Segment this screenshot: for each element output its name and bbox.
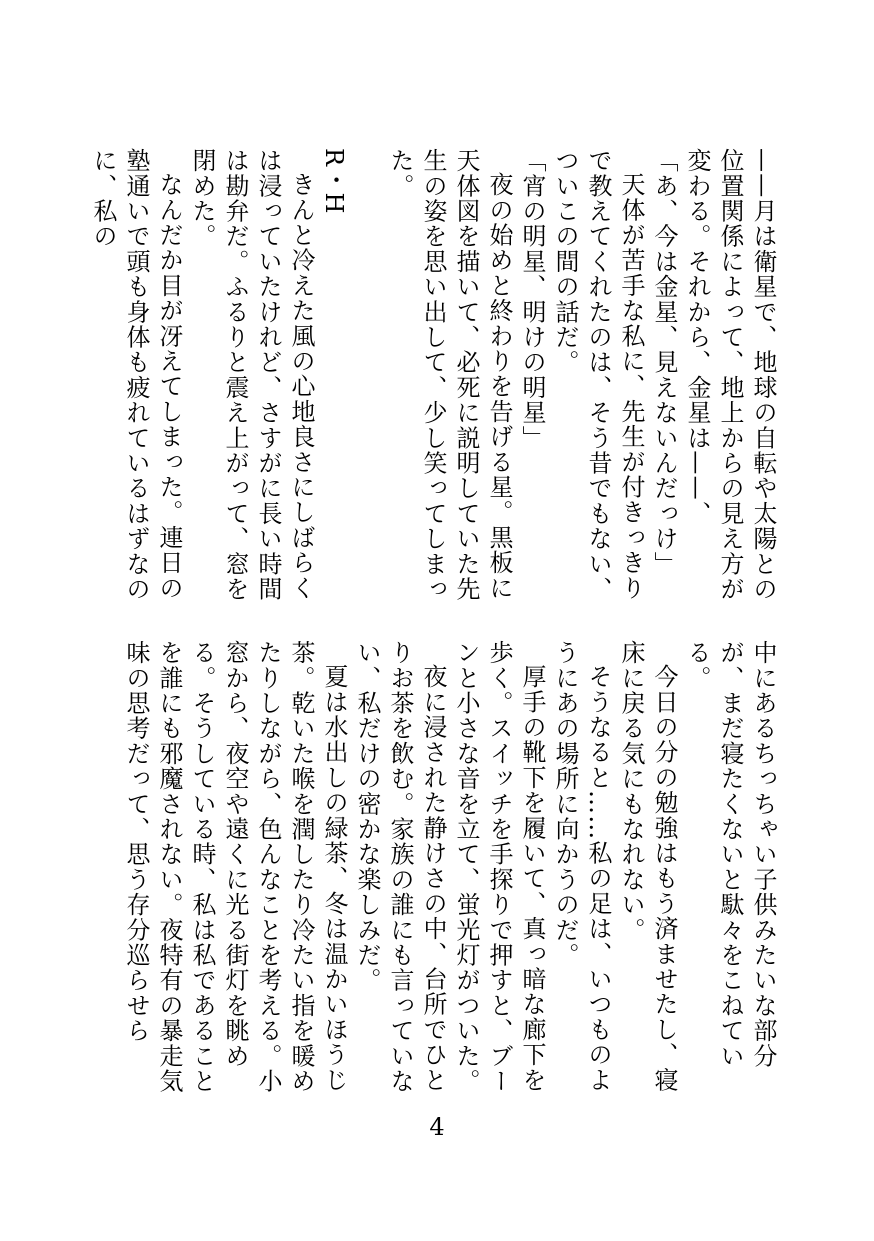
dialogue-evening-morning-star: 「宵の明星、明けの明星」 <box>518 148 546 451</box>
paragraph-seasonal-tea: 夏は水出しの緑茶、冬は温かいほうじ茶。乾いた喉を潤したり冷たい指を暖めたりしながら、色んなことを考える。小窓から、夜空や遠くに光る街灯を眺める。そうしている時、私は私であることを誰にも邪魔されない。夜特有の暴走気味の思考だって、思う存分巡らせら <box>122 640 348 1094</box>
section-author-initials: R・H <box>320 148 348 215</box>
lower-text-column-block <box>89 640 779 1095</box>
paragraph-wide-awake: なんだか目が冴えてしまった。連日の塾通いで頭も身体も疲れているはずなのに、私の <box>89 148 183 602</box>
paragraph-cold-wind: きんと冷えた風の心地良さにしばらくは浸っていたけれど、さすがに長い時間は勘弁だ。ふるりと震え上がって、窓を閉めた。 <box>188 148 315 602</box>
page-number: 4 <box>429 1113 445 1141</box>
section-spacer <box>350 148 383 603</box>
paragraph-secret-tea: 夜に浸された静けさの中、台所でひとりお茶を飲む。家族の誰にも言っていない、私だけの密かな楽しみだ。 <box>353 640 447 1094</box>
paragraph-studying-done: 今日の分の勉強はもう済ませたし、寝床に戻る気にもなれない。 <box>617 640 678 1093</box>
paragraph-usual-place: そうなると……私の足は、いつものようにあの場所に向かうのだ。 <box>551 640 612 1093</box>
paragraph-dark-hallway: 厚手の靴下を履いて、真っ暗な廊下を歩く。スイッチを手探りで押すと、ブーンと小さな音を立て、蛍光灯がついた。 <box>452 640 546 1094</box>
paragraph-teacher-taught: 天体が苦手な私に、先生が付きっきりで教えてくれたのは、そう昔でもない、ついこの間の話だ。 <box>551 148 645 602</box>
dialogue-venus-not-visible: 「あ、今は金星、見えないんだっけ」 <box>650 148 678 577</box>
paragraph-star-diagram: 夜の始めと終わりを告げる星。黒板に天体図を描いて、必死に説明していた先生の姿を思い出して、少し笑ってしまった。 <box>386 148 513 602</box>
paragraph-moon-satellite: ——月は衛星で、地球の自転や太陽との位置関係によって、地上からの見え方が変わる。それから、金星は——、 <box>683 148 777 602</box>
paragraph-inner-child: 中にあるちっちゃい子供みたいな部分が、まだ寝たくないと駄々をこねている。 <box>683 640 777 1069</box>
upper-text-column-block <box>89 148 779 603</box>
